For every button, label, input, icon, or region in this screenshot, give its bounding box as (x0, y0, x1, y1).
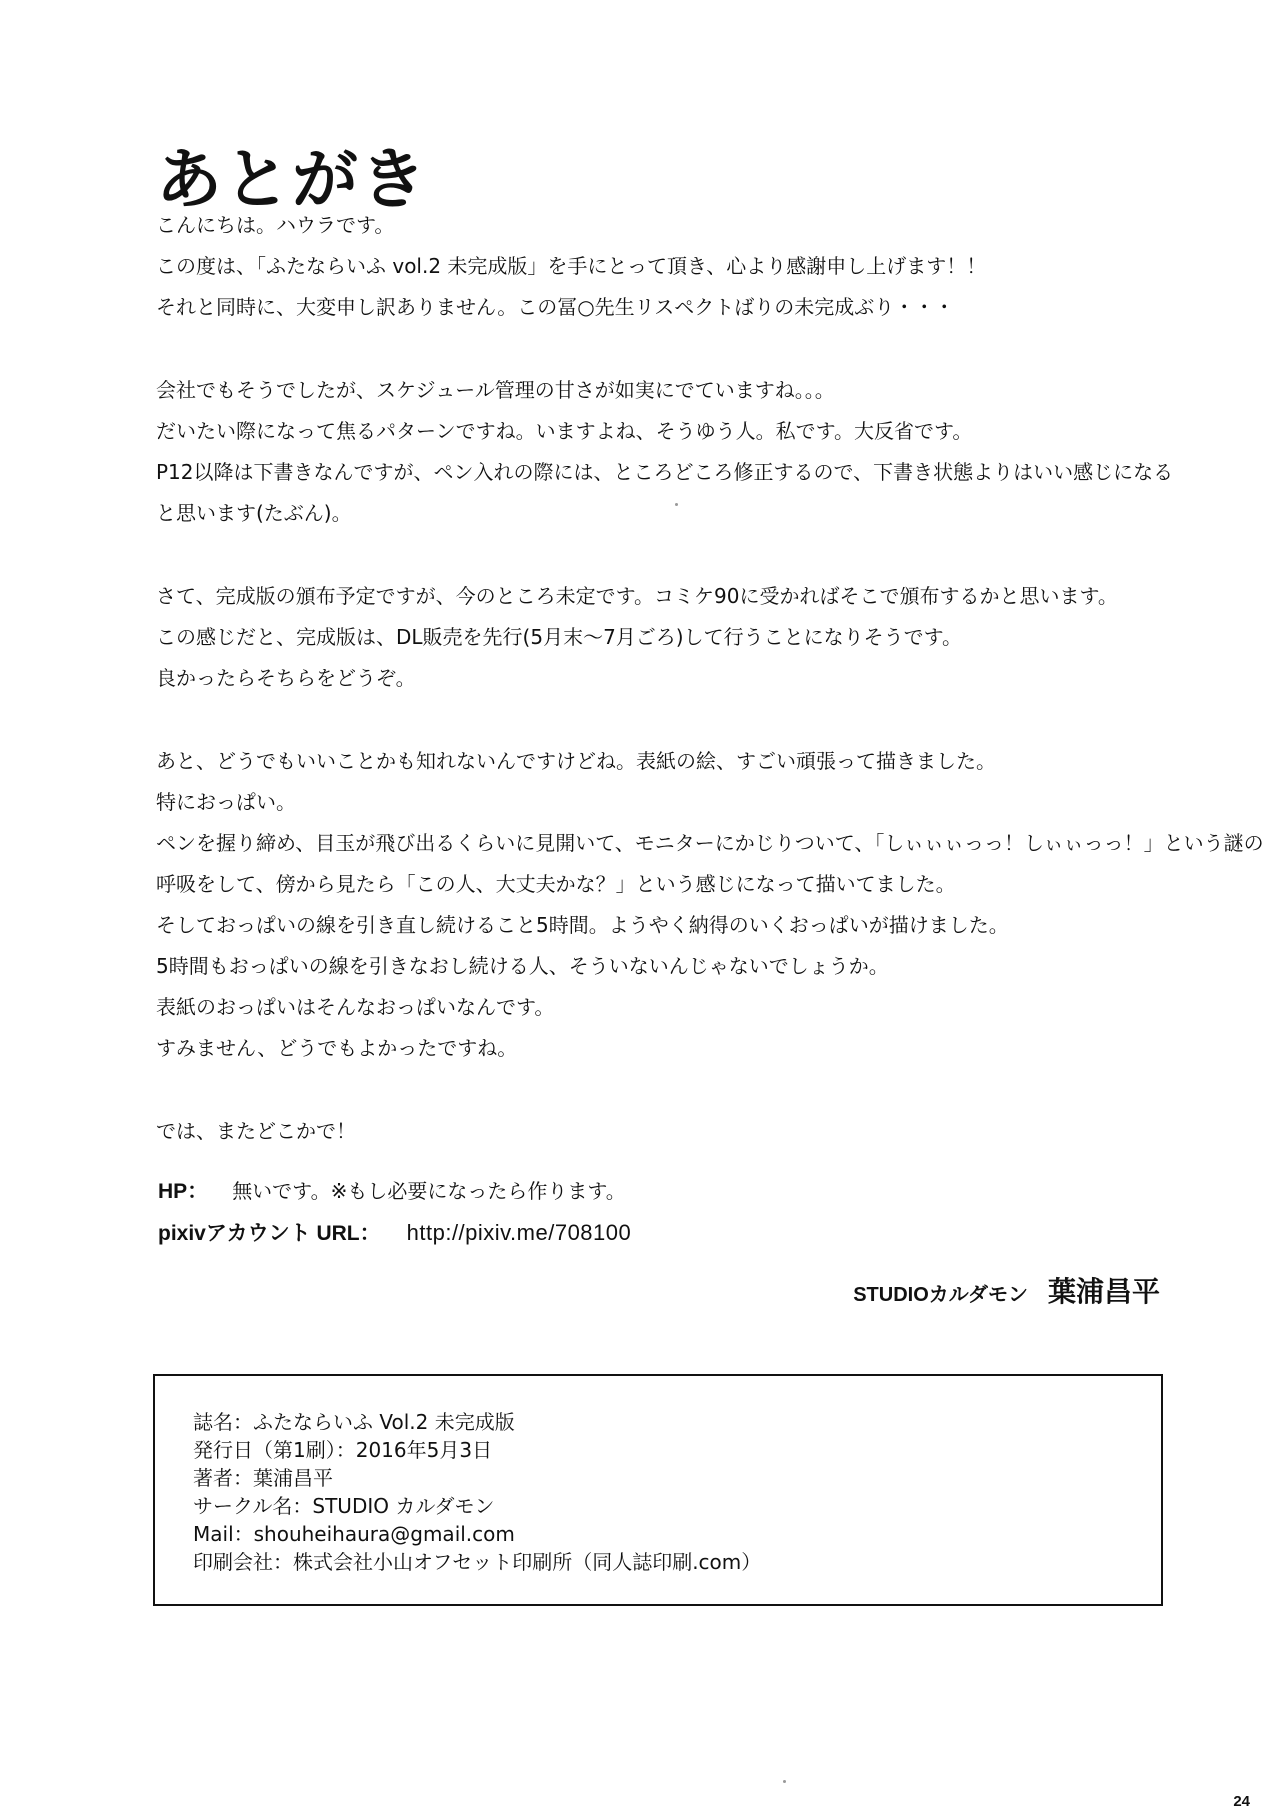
contact-info (158, 1175, 631, 1259)
circle-name: STUDIOカルダモン (853, 1284, 1028, 1306)
text-line: P12以降は下書きなんですが、ペン入れの際には、ところどころ修正するので、下書き状態よりはいい感じになる (156, 460, 1174, 484)
paragraph (156, 205, 1176, 328)
text-line: では、またどこかで！ (156, 1119, 356, 1143)
text-line: 表紙のおっぱいはそんなおっぱいなんです。 (156, 995, 555, 1019)
text-line: すみません、どうでもよかったですね。 (156, 1036, 518, 1060)
colophon-mail: Mail：shouheihaura@gmail.com (193, 1522, 515, 1546)
colophon-circle: サークル名：STUDIO カルダモン (193, 1494, 495, 1518)
page-number: 24 (1233, 1793, 1250, 1810)
pixiv-url: http://pixiv.me/708100 (406, 1220, 632, 1245)
text-line: こんにちは。ハウラです。 (156, 213, 395, 237)
text-line: 会社でもそうでしたが、スケジュール管理の甘さが如実にでていますね。。。 (156, 378, 835, 402)
text-line: それと同時に、大変申し訳ありません。この冨○先生リスペクトばりの未完成ぶり・・・ (156, 295, 955, 319)
scan-speck (783, 1780, 786, 1783)
page-title: あとがき (156, 141, 428, 219)
signature (853, 1270, 1160, 1310)
text-line: この感じだと、完成版は、DL販売を先行(5月末～7月ごろ)して行うことになりそうです。 (156, 625, 962, 649)
author-name: 葉浦昌平 (1047, 1275, 1160, 1308)
text-line: 5時間もおっぱいの線を引きなおし続ける人、そういないんじゃないでしょうか。 (156, 954, 889, 978)
text-line: そしておっぱいの線を引き直し続けること5時間。ようやく納得のいくおっぱいが描けました。 (156, 913, 1009, 937)
scan-speck (675, 503, 678, 506)
text-line: だいたい際になって焦るパターンですね。いますよね、そうゆう人。私です。大反省です。 (156, 419, 973, 443)
text-line: ペンを握り締め、目玉が飛び出るくらいに見開いて、モニターにかじりついて、「しぃぃぃっっ！しぃぃっっ！」という謎の (156, 831, 1264, 855)
homepage-value: 無いです。※もし必要になったら作ります。 (232, 1179, 626, 1203)
afterword-body (156, 205, 1264, 1152)
homepage-row (158, 1175, 631, 1217)
colophon-printer: 印刷会社：株式会社小山オフセット印刷所（同人誌印刷.com） (193, 1550, 762, 1574)
text-line: さて、完成版の頒布予定ですが、今のところ未定です。コミケ90に受かればそこで頒布するかと思います。 (156, 584, 1118, 608)
colophon-box (153, 1374, 1163, 1606)
text-line: この度は、「ふたならいふ vol.2 未完成版」を手にとって頂き、心より感謝申し上げます！！ (156, 254, 987, 278)
paragraph (156, 370, 1176, 534)
pixiv-row (158, 1217, 631, 1259)
colophon-date: 発行日（第1刷）：2016年5月3日 (193, 1438, 493, 1462)
paragraph (156, 741, 1264, 1069)
pixiv-label: pixivアカウント URL： (158, 1222, 381, 1245)
paragraph (156, 576, 1176, 699)
text-line: 良かったらそちらをどうぞ。 (156, 666, 416, 690)
text-line: あと、どうでもいいことかも知れないんですけどね。表紙の絵、すごい頑張って描きました。 (156, 749, 996, 773)
colophon-author: 著者：葉浦昌平 (193, 1466, 333, 1490)
text-line: 特におっぱい。 (156, 790, 296, 814)
paragraph (156, 1111, 1176, 1152)
colophon-title: 誌名：ふたならいふ Vol.2 未完成版 (193, 1410, 515, 1434)
homepage-label: HP： (158, 1180, 209, 1203)
text-line: と思います(たぶん)。 (156, 501, 352, 525)
text-line: 呼吸をして、傍から見たら「この人、大丈夫かな？」という感じになって描いてました。 (156, 872, 956, 896)
